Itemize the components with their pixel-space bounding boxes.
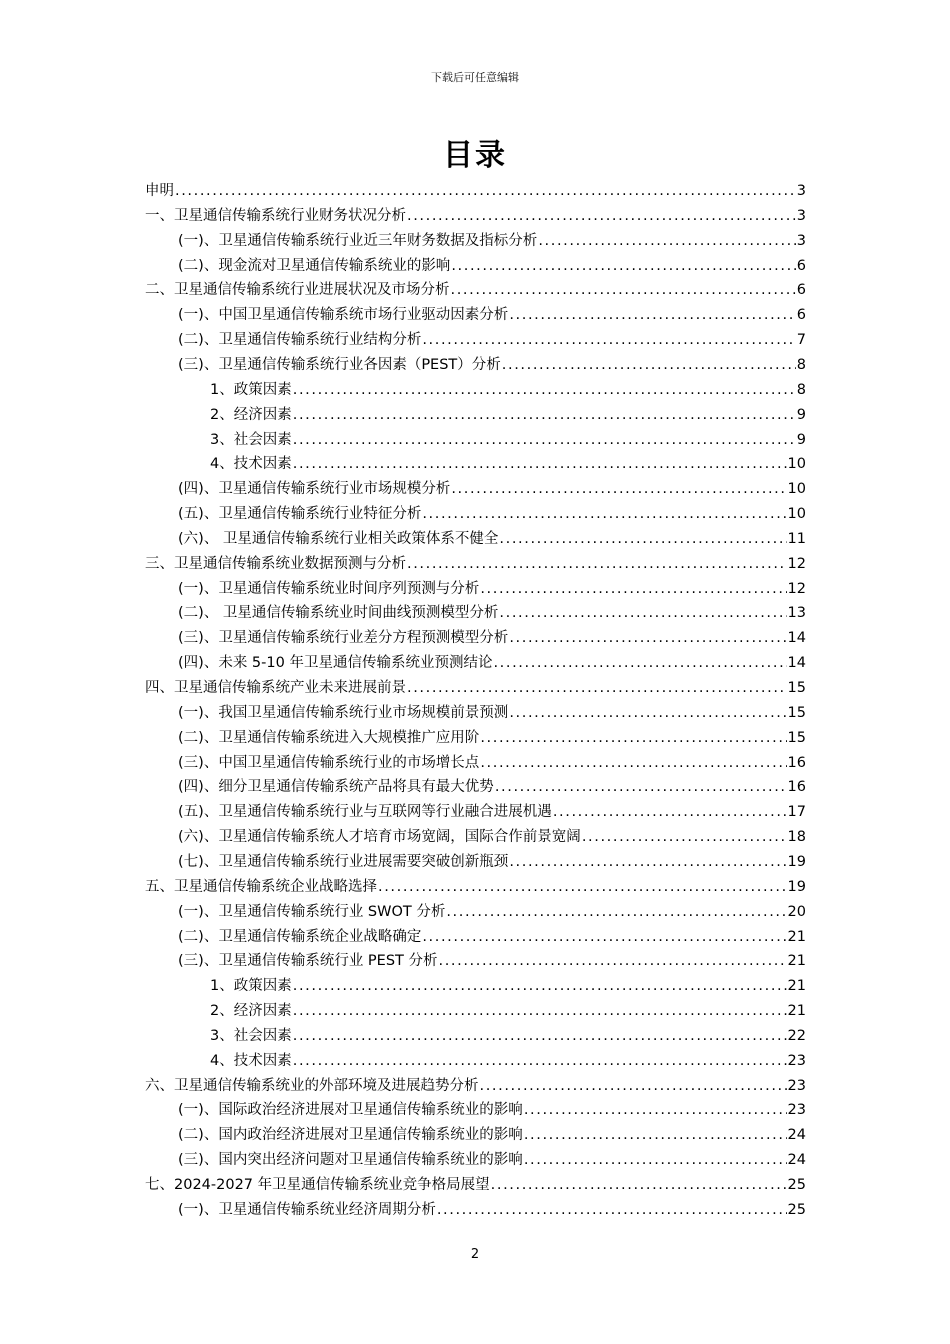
toc-entry-page: 12 [787, 580, 806, 597]
toc-entry-title: (六)、卫星通信传输系统人才培育市场宽阔，国际合作前景宽阔 [178, 829, 581, 846]
toc-entry-title: (四)、细分卫星通信传输系统产品将具有最大优势 [178, 779, 494, 796]
toc-dot-leader [175, 182, 796, 200]
toc-entry-page: 23 [787, 1102, 806, 1119]
toc-entry-title: (一)、国际政治经济进展对卫星通信传输系统业的影响 [178, 1102, 523, 1119]
toc-entry-title: (四)、卫星通信传输系统行业市场规模分析 [178, 481, 451, 498]
toc-entry-page: 21 [787, 928, 806, 945]
toc-entry-title: (三)、中国卫星通信传输系统行业的市场增长点 [178, 754, 480, 771]
toc-entry[interactable] [178, 350, 806, 374]
toc-dot-leader [524, 1151, 787, 1169]
toc-entry[interactable] [178, 623, 806, 647]
toc-entry-title: (三)、卫星通信传输系统行业各因素（PEST）分析 [178, 356, 501, 373]
toc-entry-title: (二)、卫星通信传输系统企业战略确定 [178, 928, 422, 945]
toc-entry-title: 七、2024-2027 年卫星通信传输系统业竞争格局展望 [145, 1177, 490, 1193]
toc-entry-page: 23 [787, 1052, 806, 1069]
toc-entry-title: 1、政策因素 [210, 381, 292, 398]
toc-dot-leader [495, 778, 787, 796]
toc-entry[interactable] [178, 524, 806, 548]
toc-entry[interactable] [178, 822, 806, 846]
toc-dot-leader [582, 828, 787, 846]
toc-entry-title: (五)、卫星通信传输系统行业与互联网等行业融合进展机遇 [178, 804, 552, 821]
toc-entry-title: (二)、卫星通信传输系统行业结构分析 [178, 332, 422, 349]
toc-entry-title: 2、经济因素 [210, 1003, 292, 1020]
toc-entry-page: 24 [787, 1152, 806, 1169]
toc-entry[interactable] [178, 251, 806, 275]
toc-entry-title: (四)、未来 5-10 年卫星通信传输系统业预测结论 [178, 655, 493, 672]
toc-entry[interactable] [145, 549, 806, 573]
toc-entry-page: 25 [787, 1201, 806, 1218]
toc-entry[interactable] [210, 375, 806, 399]
toc-dot-leader [553, 803, 787, 821]
toc-dot-leader [509, 704, 786, 722]
toc-entry-page: 10 [787, 456, 806, 473]
toc-entry-title: (一)、中国卫星通信传输系统市场行业驱动因素分析 [178, 307, 509, 324]
toc-entry[interactable] [178, 1120, 806, 1144]
toc-entry-page: 6 [796, 257, 806, 274]
toc-entry-page: 22 [787, 1027, 806, 1044]
toc-entry-title: (五)、卫星通信传输系统行业特征分析 [178, 506, 422, 523]
toc-dot-leader [293, 1027, 787, 1045]
toc-entry-title: 1、政策因素 [210, 978, 292, 995]
toc-entry-page: 9 [796, 406, 806, 423]
toc-entry-title: 2、经济因素 [210, 406, 292, 423]
toc-dot-leader [451, 257, 795, 275]
toc-entry[interactable] [210, 1021, 806, 1045]
toc-entry-page: 17 [787, 804, 806, 821]
toc-entry-title: 4、技术因素 [210, 1052, 292, 1069]
toc-entry[interactable] [145, 201, 806, 225]
toc-entry[interactable] [178, 574, 806, 598]
toc-entry[interactable] [178, 1195, 806, 1219]
toc-entry-page: 15 [787, 704, 806, 721]
toc-entry-page: 11 [787, 530, 806, 547]
toc-entry-page: 7 [796, 332, 806, 349]
header-note: 下载后可任意编辑 [431, 71, 519, 84]
toc-dot-leader [437, 1201, 787, 1219]
toc-entry-page: 3 [796, 207, 806, 224]
toc-dot-leader [499, 604, 786, 622]
toc-entry[interactable] [178, 325, 806, 349]
toc-entry-page: 16 [787, 779, 806, 796]
toc-entry-title: (一)、卫星通信传输系统行业近三年财务数据及指标分析 [178, 232, 538, 249]
toc-dot-leader [493, 654, 786, 672]
toc-dot-leader [538, 232, 795, 250]
toc-entry-page: 23 [787, 1077, 806, 1094]
toc-entry[interactable] [145, 176, 806, 200]
toc-entry[interactable] [210, 971, 806, 995]
toc-entry[interactable] [178, 598, 806, 622]
toc-entry-page: 20 [787, 903, 806, 920]
toc-entry-page: 12 [787, 555, 806, 572]
toc-entry-page: 18 [787, 829, 806, 846]
toc-entry[interactable] [178, 499, 806, 523]
toc-entry-title: 3、社会因素 [210, 1027, 292, 1044]
toc-entry-title: (一)、卫星通信传输系统业经济周期分析 [178, 1201, 436, 1218]
toc-entry-page: 21 [787, 953, 806, 970]
toc-entry[interactable] [145, 275, 806, 299]
toc-entry[interactable] [178, 698, 806, 722]
toc-entry-title: (一)、卫星通信传输系统业时间序列预测与分析 [178, 580, 480, 597]
toc-entry[interactable] [178, 797, 806, 821]
toc-dot-leader [293, 455, 787, 473]
toc-dot-leader [509, 629, 786, 647]
page-number: 2 [470, 1247, 480, 1262]
toc-entry-page: 10 [787, 506, 806, 523]
toc-dot-leader [480, 580, 786, 598]
toc-dot-leader [509, 853, 786, 871]
toc-entry-page: 6 [796, 282, 806, 299]
toc-entry-title: (一)、卫星通信传输系统行业 SWOT 分析 [178, 903, 446, 920]
toc-entry-page: 3 [796, 232, 806, 249]
toc-entry-page: 8 [796, 356, 806, 373]
toc-entry-page: 25 [787, 1177, 806, 1193]
toc-entry-title: 一、卫星通信传输系统行业财务状况分析 [145, 207, 406, 224]
toc-entry-title: (三)、国内突出经济问题对卫星通信传输系统业的影响 [178, 1152, 523, 1169]
toc-entry-title: 五、卫星通信传输系统企业战略选择 [145, 878, 377, 895]
toc-entry-title: (二)、 卫星通信传输系统业时间曲线预测模型分析 [178, 605, 499, 622]
toc-entry[interactable] [178, 897, 806, 921]
toc-entry-title: (二)、卫星通信传输系统进入大规模推广应用阶 [178, 729, 480, 746]
toc-entry-title: 4、技术因素 [210, 456, 292, 473]
toc-entry-title: (三)、卫星通信传输系统行业差分方程预测模型分析 [178, 630, 509, 647]
toc-dot-leader [407, 679, 787, 697]
toc-entry-title: 三、卫星通信传输系统业数据预测与分析 [145, 555, 406, 572]
toc-entry[interactable] [210, 1046, 806, 1070]
toc-entry[interactable] [178, 723, 806, 747]
toc-entry-title: 二、卫星通信传输系统行业进展状况及市场分析 [145, 282, 450, 299]
toc-entry-page: 19 [787, 878, 806, 895]
toc-entry-title: (一)、我国卫星通信传输系统行业市场规模前景预测 [178, 704, 509, 721]
toc-entry[interactable] [178, 226, 806, 250]
toc-entry-title: 申明 [145, 183, 174, 199]
toc-entry-title: (二)、国内政治经济进展对卫星通信传输系统业的影响 [178, 1127, 523, 1144]
toc-entry[interactable] [145, 1170, 806, 1194]
toc-entry-page: 14 [787, 630, 806, 647]
toc-dot-leader [446, 903, 786, 921]
toc-entry-page: 13 [787, 605, 806, 622]
toc-dot-leader [293, 977, 787, 995]
toc-entry[interactable] [178, 1095, 806, 1119]
toc-entry-page: 14 [787, 655, 806, 672]
toc-entry[interactable] [210, 400, 806, 424]
toc-dot-leader [524, 1126, 787, 1144]
toc-entry[interactable] [178, 922, 806, 946]
toc-dot-leader [509, 306, 795, 324]
toc-entry-page: 8 [796, 381, 806, 398]
toc-entry[interactable] [145, 872, 806, 896]
toc-entry[interactable] [178, 748, 806, 772]
toc-entry[interactable] [210, 449, 806, 473]
toc-entry-page: 24 [787, 1127, 806, 1144]
toc-entry-page: 19 [787, 853, 806, 870]
toc-entry-page: 16 [787, 754, 806, 771]
toc-dot-leader [499, 530, 786, 548]
toc-entry-page: 9 [796, 431, 806, 448]
toc-entry[interactable] [210, 996, 806, 1020]
toc-entry[interactable] [145, 673, 806, 697]
toc-entry[interactable] [178, 1145, 806, 1169]
toc-entry[interactable] [178, 847, 806, 871]
toc-entry-title: (七)、卫星通信传输系统行业进展需要突破创新瓶颈 [178, 853, 509, 870]
toc-dot-leader [407, 555, 787, 573]
toc-dot-leader [293, 1002, 787, 1020]
toc-entry-page: 6 [796, 307, 806, 324]
toc-dot-leader [451, 281, 796, 299]
toc-dot-leader [293, 1052, 787, 1070]
toc-entry[interactable] [178, 946, 806, 970]
toc-dot-leader [293, 431, 796, 449]
toc-dot-leader [480, 1077, 787, 1095]
toc-entry-title: 四、卫星通信传输系统产业未来进展前景 [145, 680, 406, 696]
toc-entry[interactable] [178, 772, 806, 796]
toc-entry-page: 15 [787, 729, 806, 746]
toc-dot-leader [480, 729, 786, 747]
toc-entry-title: 六、卫星通信传输系统业的外部环境及进展趋势分析 [145, 1077, 479, 1094]
toc-entry[interactable] [145, 1071, 806, 1095]
toc-entry-title: 3、社会因素 [210, 431, 292, 448]
toc-dot-leader [422, 331, 795, 349]
toc-dot-leader [524, 1101, 787, 1119]
toc-entry[interactable] [178, 474, 806, 498]
toc-entry[interactable] [210, 425, 806, 449]
toc-entry-page: 10 [787, 481, 806, 498]
toc-entry-title: (六)、 卫星通信传输系统行业相关政策体系不健全 [178, 530, 499, 547]
toc-dot-leader [293, 406, 796, 424]
toc-entry-title: (二)、现金流对卫星通信传输系统业的影响 [178, 257, 451, 274]
toc-dot-leader [491, 1176, 787, 1194]
toc-dot-leader [451, 480, 786, 498]
toc-entry-title: (三)、卫星通信传输系统行业 PEST 分析 [178, 953, 438, 970]
toc-dot-leader [502, 356, 796, 374]
toc-dot-leader [422, 505, 786, 523]
toc-dot-leader [422, 928, 786, 946]
toc-dot-leader [407, 207, 796, 225]
page-title: 目录 [443, 138, 507, 173]
toc-entry[interactable] [178, 648, 806, 672]
toc-entry-page: 21 [787, 1003, 806, 1020]
toc-dot-leader [293, 381, 796, 399]
toc-dot-leader [439, 952, 787, 970]
toc-entry-page: 21 [787, 978, 806, 995]
toc-dot-leader [378, 878, 787, 896]
toc-entry[interactable] [178, 300, 806, 324]
toc-entry-page: 3 [796, 183, 806, 199]
toc-dot-leader [480, 754, 786, 772]
toc-entry-page: 15 [787, 680, 806, 696]
